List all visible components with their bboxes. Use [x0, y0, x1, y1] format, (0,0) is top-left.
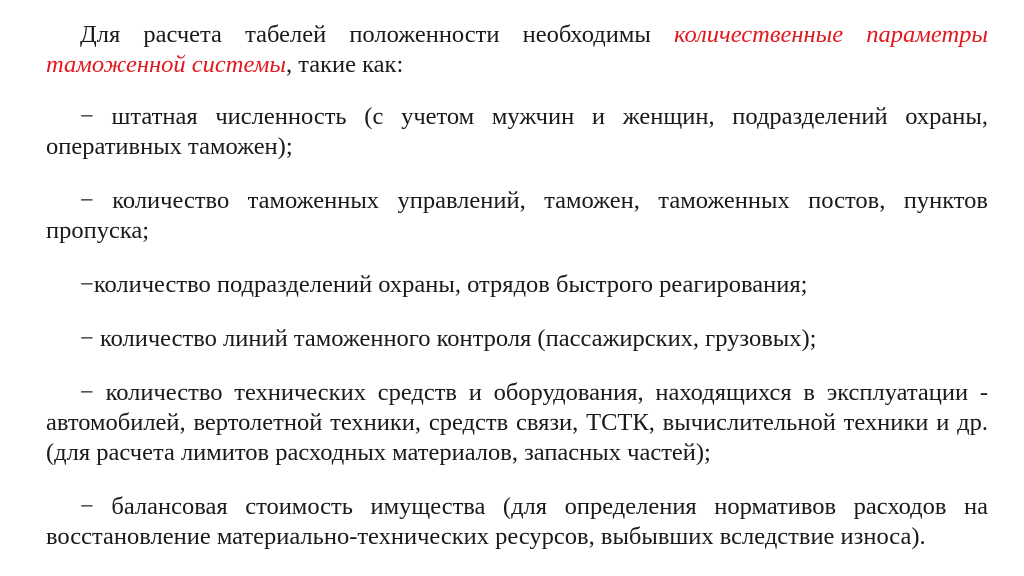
list-item-technical-equipment: − количество технических средств и оборудования, находящихся в эксплуатации - автомобилей, вертолетной техники, средств связи, ТСТК, вычислительной техники и др. (для расчета лимитов расходных материалов, запасных частей); — [46, 379, 988, 466]
intro-text: Для расчета табелей положенности необходимы — [80, 21, 674, 48]
highlighted-phrase: количественные параметры таможенной системы — [46, 21, 988, 78]
list-item-security-units: −количество подразделений охраны, отрядов быстрого реагирования; — [80, 271, 808, 298]
list-item-staff: − штатная численность (с учетом мужчин и женщин, подразделений охраны, оперативных таможен); — [46, 103, 988, 160]
list-item-control-lines: − количество линий таможенного контроля (пассажирских, грузовых); — [80, 325, 817, 352]
intro-tail: , такие как: — [285, 51, 404, 78]
list-item-offices: − количество таможенных управлений, таможен, таможенных постов, пунктов пропуска; — [46, 187, 988, 244]
list-item-property-value: − балансовая стоимость имущества (для определения нормативов расходов на восстановление материально-технических ресурсов, выбывших вследствие износа). — [46, 493, 988, 550]
intro-paragraph — [46, 20, 988, 80]
